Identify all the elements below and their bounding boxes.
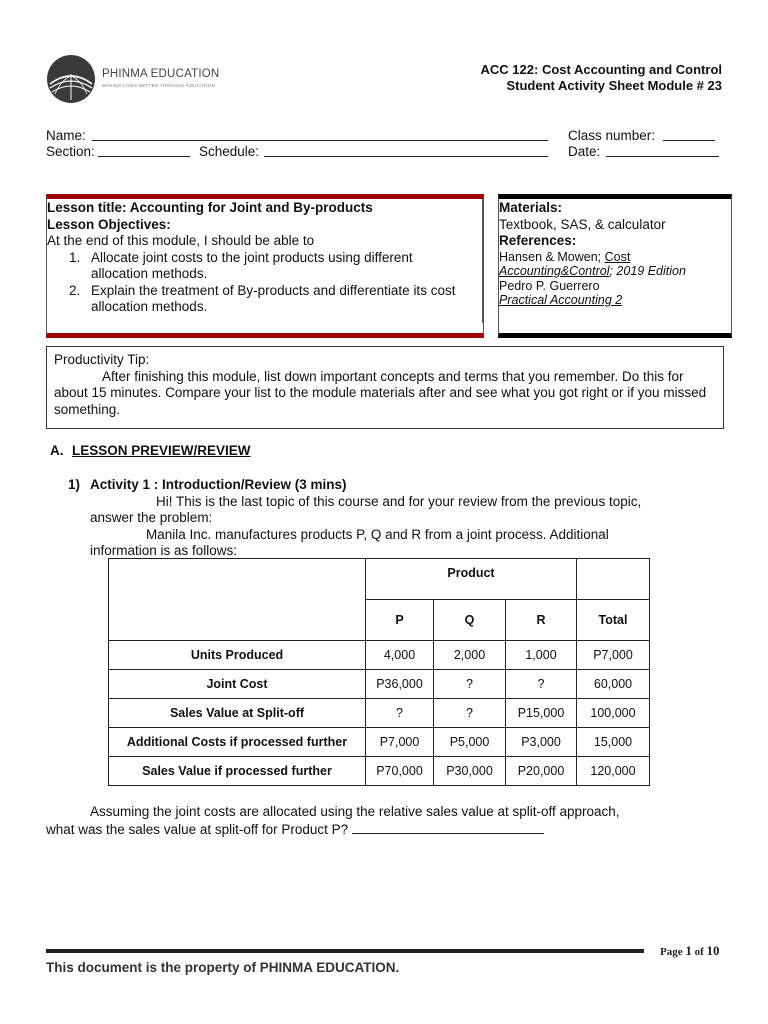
page-number: Page 1 of 10 [660, 943, 720, 958]
divider [482, 199, 499, 323]
phinma-logo-icon [46, 54, 96, 104]
objectives-label: Lesson Objectives: [47, 216, 171, 232]
materials-items: Textbook, SAS, & calculator [499, 216, 666, 232]
table-row: Joint Cost P36,000 ? ? 60,000 [109, 670, 650, 699]
activity-text-1b: answer the problem: [90, 510, 213, 525]
name-label: Name: [46, 128, 86, 143]
section-label: Section: [46, 144, 95, 159]
table-row: Additional Costs if processed further P7,000 P5,000 P3,000 15,000 [109, 728, 650, 757]
class-number-label: Class number: [568, 128, 656, 143]
activity-1 [68, 477, 668, 560]
logo-name: PHINMA EDUCATION [102, 68, 220, 80]
column-header: R [506, 600, 577, 641]
schedule-label: Schedule: [199, 144, 260, 159]
class-number-field[interactable] [663, 128, 715, 141]
activity-title: 1) Activity 1 : Introduction/Review (3 mins) [68, 477, 347, 492]
product-header: Product [366, 559, 577, 600]
lesson-title: Lesson title: Accounting for Joint and By-products [47, 200, 373, 215]
logo-tagline: MAKING LIVES BETTER THROUGH EDUCATION [102, 83, 216, 88]
lesson-box [46, 194, 484, 338]
answer-field[interactable] [352, 821, 544, 834]
logo [46, 52, 220, 108]
activity-text-2b: information is as follows: [90, 543, 238, 558]
student-info [46, 128, 726, 160]
objectives-intro: At the end of this module, I should be able to [47, 233, 315, 248]
reference-1: Hansen & Mowen; Cost Accounting&Control; 2019 Edition [499, 249, 686, 278]
table-blank-header [577, 559, 650, 600]
footer-rule [46, 949, 644, 953]
column-header: Q [434, 600, 506, 641]
activity-text-2a: Manila Inc. manufactures products P, Q and R from a joint process. Additional [146, 526, 609, 542]
section-title: LESSON PREVIEW/REVIEW [72, 443, 251, 458]
document-header [481, 62, 722, 94]
question-line-1: Assuming the joint costs are allocated using the relative sales value at split-off approach, [90, 804, 620, 819]
date-label: Date: [568, 144, 601, 159]
section-field[interactable] [98, 144, 190, 157]
section-letter: A. [50, 443, 64, 458]
date-field[interactable] [606, 144, 719, 157]
schedule-field[interactable] [264, 144, 548, 157]
activity-text-1a: Hi! This is the last topic of this course and for your review from the previous topic, [156, 493, 642, 509]
name-field[interactable] [92, 128, 548, 141]
question [46, 804, 666, 838]
section-heading [50, 443, 251, 458]
objective-item: 2. Explain the treatment of By-products and differentiate its cost allocation methods. [69, 282, 456, 314]
property-notice: This document is the property of PHINMA EDUCATION. [46, 960, 400, 975]
references-label: References: [499, 233, 577, 248]
column-header: P [366, 600, 434, 641]
module-title: Student Activity Sheet Module # 23 [506, 78, 722, 93]
productivity-tip [46, 346, 724, 429]
reference-2-title: Practical Accounting 2 [499, 293, 623, 307]
materials-label: Materials: [499, 200, 563, 215]
reference-2-author: Pedro P. Guerrero [499, 278, 600, 293]
objective-item: 1. Allocate joint costs to the joint products using different allocation methods. [69, 249, 413, 281]
tip-line-2: about 15 minutes. Compare your list to the module materials after and see what you got right or if you missed [54, 385, 707, 400]
question-line-2: what was the sales value at split-off for Product P? [46, 821, 349, 837]
table-row: Sales Value at Split-off ? ? P15,000 100,000 [109, 699, 650, 728]
table-row: Sales Value if processed further P70,000 P30,000 P20,000 120,000 [109, 757, 650, 786]
course-title: ACC 122: Cost Accounting and Control [480, 62, 722, 77]
tip-label: Productivity Tip: [54, 352, 150, 367]
tip-line-3: something. [54, 401, 121, 417]
data-table [108, 558, 650, 786]
tip-line-1: After finishing this module, list down important concepts and terms that you remember. Do this for [102, 368, 684, 384]
column-header: Total [577, 600, 650, 641]
materials-box [498, 194, 732, 338]
table-corner-cell [109, 559, 366, 641]
table-row: Units Produced 4,000 2,000 1,000 P7,000 [109, 641, 650, 670]
